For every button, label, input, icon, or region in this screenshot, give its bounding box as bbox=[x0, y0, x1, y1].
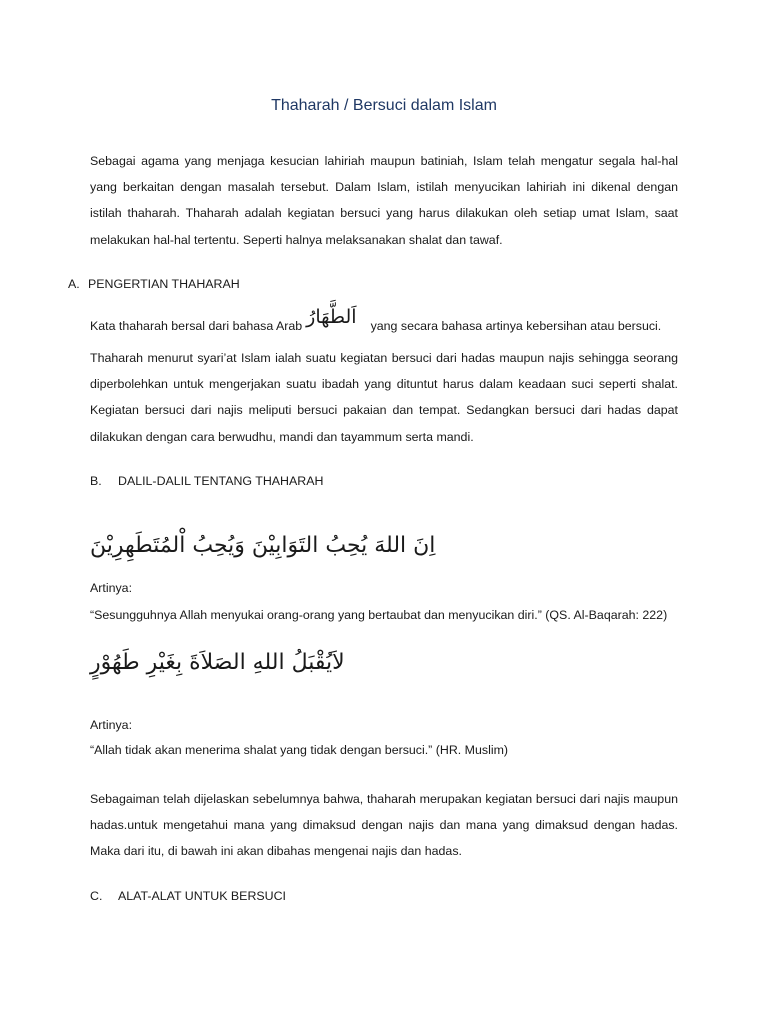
section-c-title: ALAT-ALAT UNTUK BERSUCI bbox=[118, 889, 286, 903]
intro-paragraph: Sebagai agama yang menjaga kesucian lahiriah maupun batiniah, Islam telah mengatur segala hal-hal yang berkaitan dengan masalah tersebut. Dalam Islam, istilah menyucikan lahiriah ini dikenal dengan istilah thaharah. Thaharah adalah kegiatan bersuci yang harus dilakukan oleh setiap umat Islam, saat melakukan hal-hal tertentu. Seperti halnya melaksanakan shalat dan tawaf. bbox=[90, 154, 678, 247]
section-a-number: A. bbox=[68, 277, 80, 291]
section-b-number: B. bbox=[90, 474, 102, 488]
dalil-2-artinya-label: Artinya: bbox=[90, 718, 133, 732]
closing-paragraph: Sebagaiman telah dijelaskan sebelumnya bahwa, thaharah merupakan kegiatan bersuci dari najis maupun hadas.untuk mengetahui mana yang dimaksud dengan najis dan mana yang dimaksud dengan hadas. Maka dari itu, di bawah ini akan dibahas mengenai najis dan hadas. bbox=[90, 792, 678, 859]
section-b-title: DALIL-DALIL TENTANG THAHARAH bbox=[118, 474, 324, 488]
kata-text-before: Kata thaharah bersal dari bahasa Arab bbox=[90, 319, 303, 333]
section-a-title: PENGERTIAN THAHARAH bbox=[88, 277, 240, 291]
kata-text-after: yang secara bahasa artinya kebersihan atau bersuci. bbox=[370, 319, 662, 333]
dalil-1-artinya-label: Artinya: bbox=[90, 581, 133, 595]
section-c-number: C. bbox=[90, 889, 103, 903]
kata-thaharah-line bbox=[90, 306, 662, 335]
dalil-2-translation: “Allah tidak akan menerima shalat yang tidak dengan bersuci.” (HR. Muslim) bbox=[90, 743, 509, 757]
page-title: Thaharah / Bersuci dalam Islam bbox=[271, 97, 497, 114]
dalil-1-arabic: اِنَ اللهَ يُحِبُ التَوَابِيْنَ وَيُحِبُ اْلمُتَطَهِرِيْنَ bbox=[90, 533, 436, 558]
section-b-heading bbox=[90, 474, 323, 488]
dalil-2-arabic: لاَيُقْبَلُ اللهِ الصَلاَةَ بِغَيْرِ طَهُوْرٍ bbox=[90, 650, 345, 675]
section-a-heading bbox=[68, 277, 240, 291]
section-a-body: Thaharah menurut syari’at Islam ialah suatu kegiatan bersuci dari hadas maupun najis sehingga seorang diperbolehkan untuk mengerjakan suatu ibadah yang dituntut harus dalam keadaan suci seperti shalat. Kegiatan bersuci dari najis meliputi bersuci pakaian dan tempat. Sedangkan bersuci dari hadas dapat dilakukan dengan cara berwudhu, mandi dan tayammum serta mandi. bbox=[90, 351, 678, 444]
dalil-1-translation: “Sesungguhnya Allah menyukai orang-orang yang bertaubat dan menyucikan diri.” (QS. Al-Baqarah: 222) bbox=[90, 608, 668, 622]
kata-arabic-word: اَلطَّهَارُ bbox=[306, 306, 357, 328]
section-c-heading bbox=[90, 889, 286, 903]
